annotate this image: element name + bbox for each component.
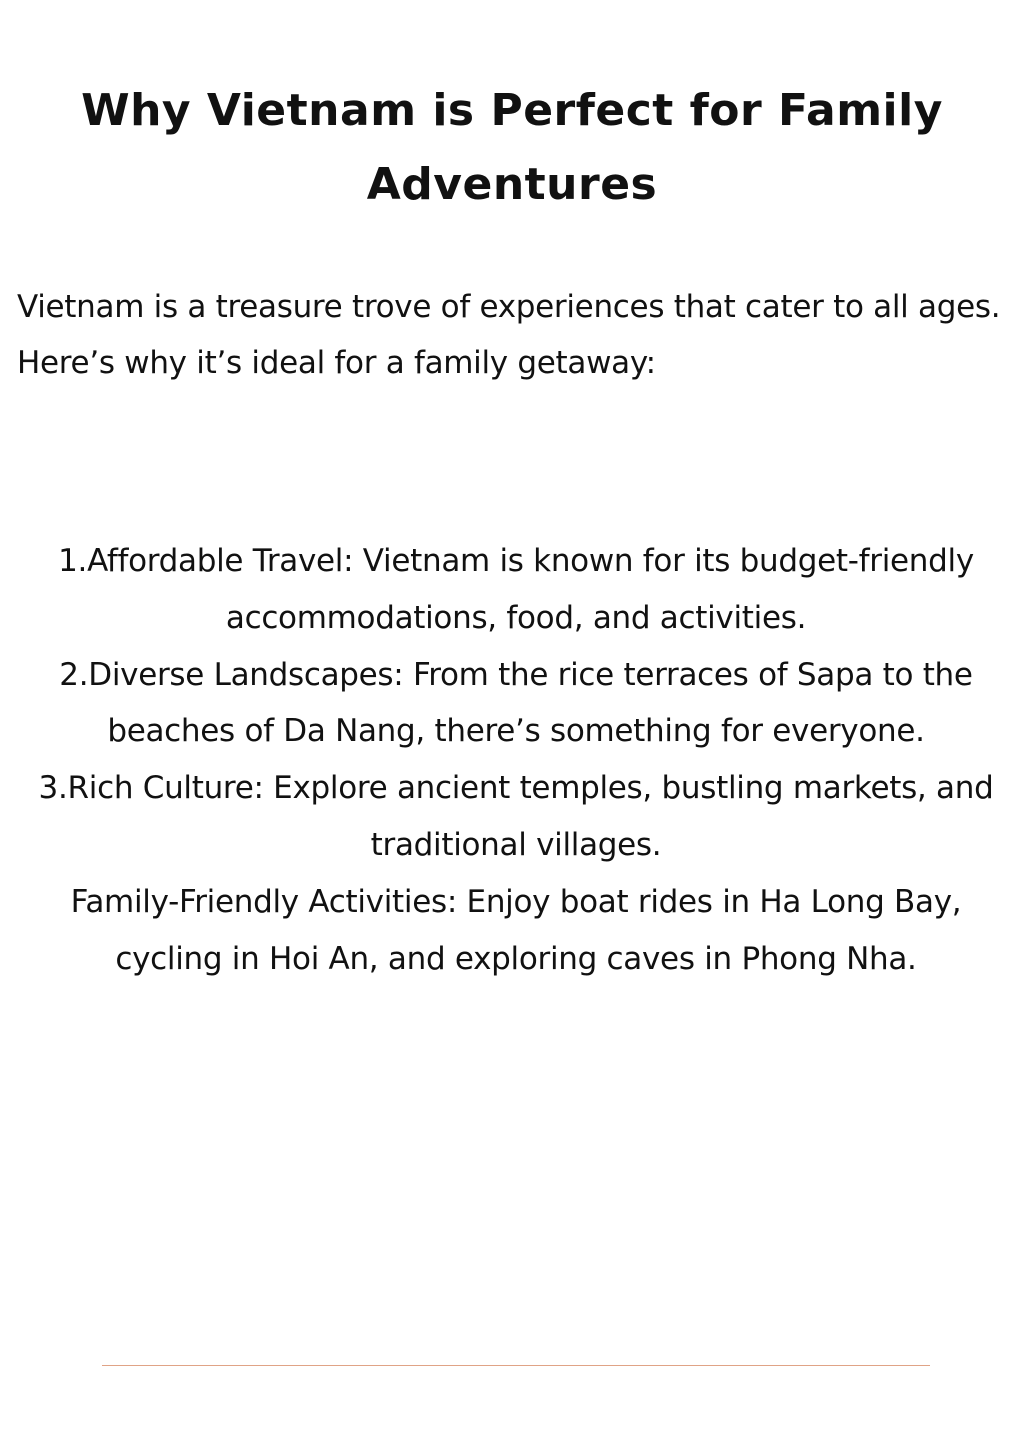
intro-paragraph: Vietnam is a treasure trove of experiences that cater to all ages. Here’s why it’s ideal for a family getaway:	[17, 289, 1001, 381]
reason-diverse-landscapes: 2.Diverse Landscapes: From the rice terraces of Sapa to the beaches of Da Nang, there’s something for everyone.	[59, 656, 973, 750]
reasons-list	[14, 533, 1018, 987]
page-title: Why Vietnam is Perfect for Family Adventures	[81, 85, 943, 210]
reason-family-activities: Family-Friendly Activities: Enjoy boat rides in Ha Long Bay, cycling in Hoi An, and exploring caves in Phong Nha.	[70, 883, 962, 977]
footer-divider	[102, 1365, 930, 1366]
reason-rich-culture: 3.Rich Culture: Explore ancient temples, bustling markets, and traditional villages.	[38, 770, 994, 863]
reason-affordable-travel: 1.Affordable Travel: Vietnam is known for its budget-friendly accommodations, food, and activities.	[58, 543, 974, 636]
